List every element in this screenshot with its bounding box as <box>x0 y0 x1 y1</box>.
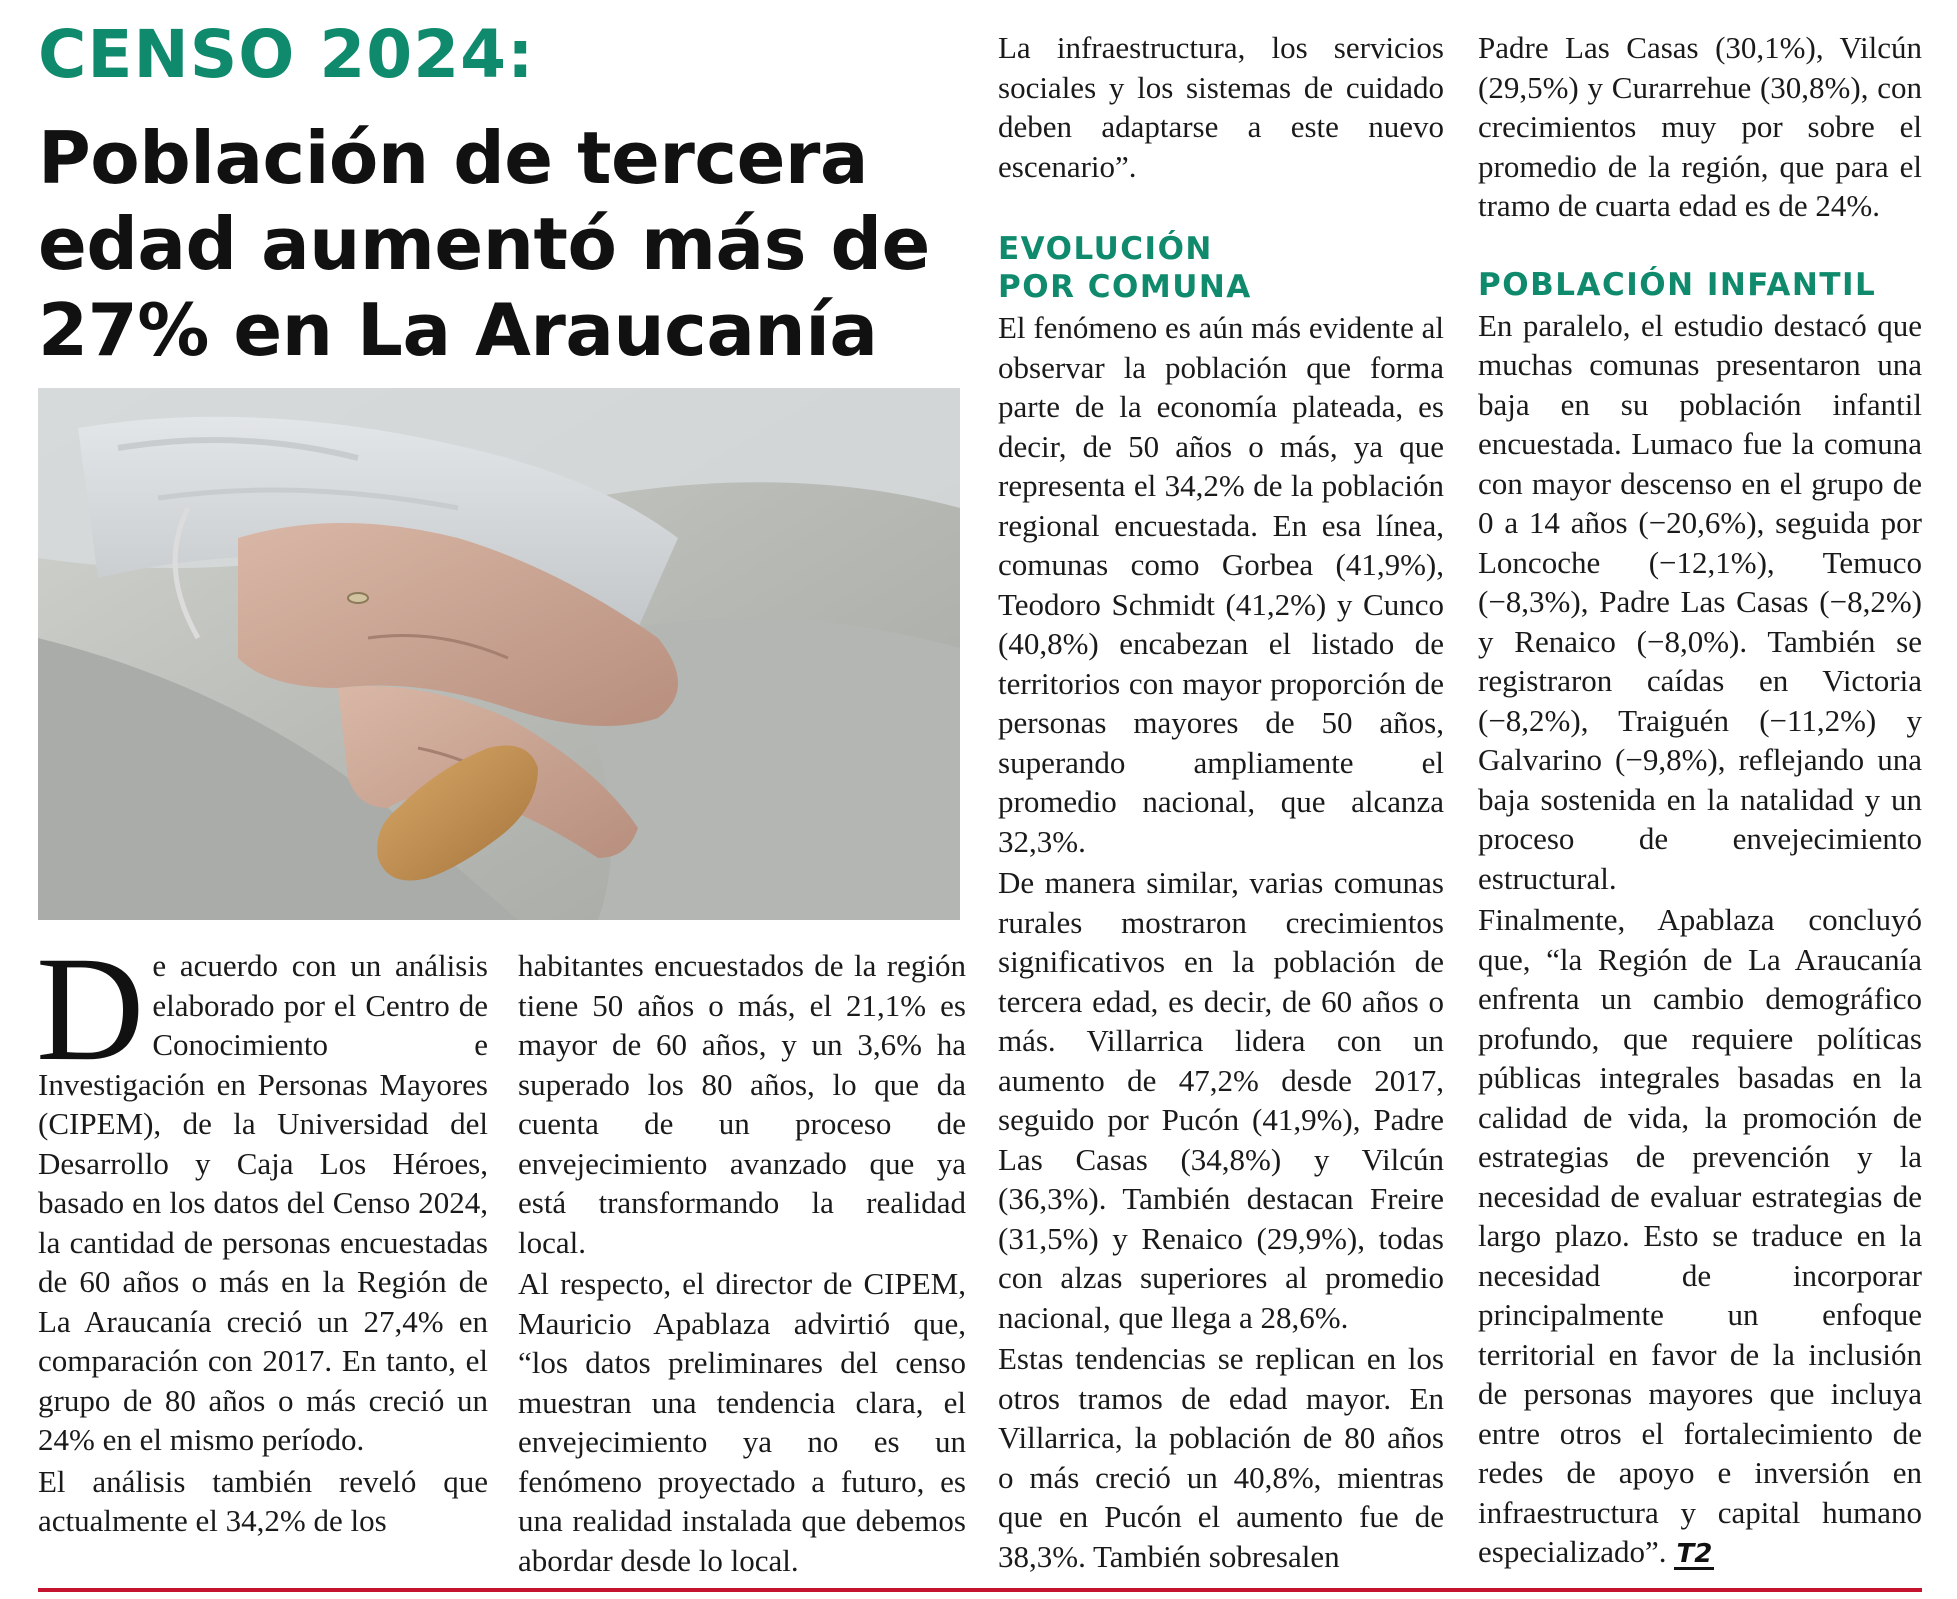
paragraph: habitantes encuestados de la región tiene 50 años o más, el 21,1% es mayor de 60 años, y un 3,6% ha superado los 80 años, lo que da cuenta de un proceso de envejecimiento avanzado que ya está transformando la realidad local. <box>518 948 966 1260</box>
paragraph: El análisis también reveló que actualmente el 34,2% de los <box>38 1463 488 1538</box>
article-photo <box>38 388 960 920</box>
paragraph: Padre Las Casas (30,1%), Vilcún (29,5%) y Curarrehue (30,8%), con crecimientos muy por sobre el promedio de la región, que para el tramo de cuarta edad es de 24%. <box>1478 30 1922 223</box>
paragraph: En paralelo, el estudio destacó que muchas comunas presentaron una baja en su población infantil encuestada. Lumaco fue la comuna con mayor descenso en el grupo de 0 a 14 años (−20,6%), seguida por Loncoche (−12,1%), Temuco (−8,3%), Padre Las Casas (−8,2%) y Renaico (−8,0%). También se registraron caídas en Victoria (−8,2%), Traiguén (−11,2%) y Galvarino (−9,8%), reflejando una baja sostenida en la natalidad y un proceso de envejecimiento estructural. <box>1478 307 1922 896</box>
column-1 <box>36 926 488 1541</box>
drop-cap: D <box>36 926 145 1092</box>
paragraph <box>36 926 488 1460</box>
paragraph: De manera similar, varias comunas rurales mostraron crecimientos significativos en la población de tercera edad, es decir, de 60 años o más. Villarrica lidera con un aumento de 47,2% desde 2017, seguido por Pucón (41,9%), Padre Las Casas (34,8%) y Vilcún (36,3%). También destacan Freire (31,5%) y Renaico (29,9%), todas con alzas superiores al promedio nacional, que llega a 28,6%. <box>998 865 1444 1335</box>
paragraph-text: e acuerdo con un análisis elaborado por el Centro de Conocimiento e Investigación en Personas Mayores (CIPEM), de la Universidad del Desarrollo y Caja Los Héroes, basado en los datos del Censo 2024, la cantidad de personas encuestadas de 60 años o más en la Región de La Araucanía creció un 27,4% en comparación con 2017. En tanto, el grupo de 80 años o más creció un 24% en el mismo período. <box>38 948 488 1457</box>
subhead-line: POR COMUNA <box>998 269 1252 305</box>
headline-line: edad aumentó más de <box>38 202 930 286</box>
photo-elderly-hands-illustration <box>38 388 960 920</box>
headline-line: Población de tercera <box>38 116 868 200</box>
column-2 <box>518 946 966 1580</box>
subhead-line: EVOLUCIÓN <box>998 231 1213 267</box>
paragraph <box>1478 900 1922 1572</box>
footer-rule <box>38 1588 1922 1592</box>
kicker: CENSO 2024: <box>38 16 535 93</box>
paragraph-text: Finalmente, Apablaza concluyó que, “la Región de La Araucanía enfrenta un cambio demográfico profundo, que requiere políticas públicas integrales basadas en la calidad de vida, la promoción de estrategias de prevención y la necesidad de evaluar estrategias de largo plazo. Esto se traduce en la necesidad de incorporar principalmente un enfoque territorial en favor de la inclusión de personas mayores que incluya entre otros el fortalecimiento de redes de apoyo e inversión en infraestructura y capital humano especializado”. <box>1478 902 1922 1569</box>
paragraph: La infraestructura, los servicios sociales y los sistemas de cuidado deben adaptarse a este nuevo escenario”. <box>998 30 1444 184</box>
paragraph: Al respecto, el director de CIPEM, Mauricio Apablaza advirtió que, “los datos preliminares del censo muestran una tendencia clara, el envejecimiento ya no es un fenómeno proyectado a futuro, es una realidad instalada que debemos abordar desde lo local. <box>518 1266 966 1578</box>
paragraph: Estas tendencias se replican en los otros tramos de edad mayor. En Villarrica, la población de 80 años o más creció un 40,8%, mientras que en Pucón el aumento fue de 38,3%. También sobresalen <box>998 1341 1444 1574</box>
column-3 <box>998 28 1444 1576</box>
end-mark-logo: T2 <box>1676 1539 1713 1569</box>
headline <box>38 115 968 373</box>
column-4 <box>1478 28 1922 1572</box>
subhead-evolucion <box>998 230 1444 306</box>
paragraph: El fenómeno es aún más evidente al observar la población que forma parte de la economía plateada, es decir, de 50 años o más, ya que representa el 34,2% de la población regional encuestada. En esa línea, comunas como Gorbea (41,9%), Teodoro Schmidt (41,2%) y Cunco (40,8%) encabezan el listado de territorios con mayor proporción de personas mayores de 50 años, superando ampliamente el promedio nacional, que alcanza 32,3%. <box>998 310 1444 859</box>
headline-line: 27% en La Araucanía <box>38 288 878 372</box>
subhead-poblacion-infantil: POBLACIÓN INFANTIL <box>1478 266 1877 303</box>
